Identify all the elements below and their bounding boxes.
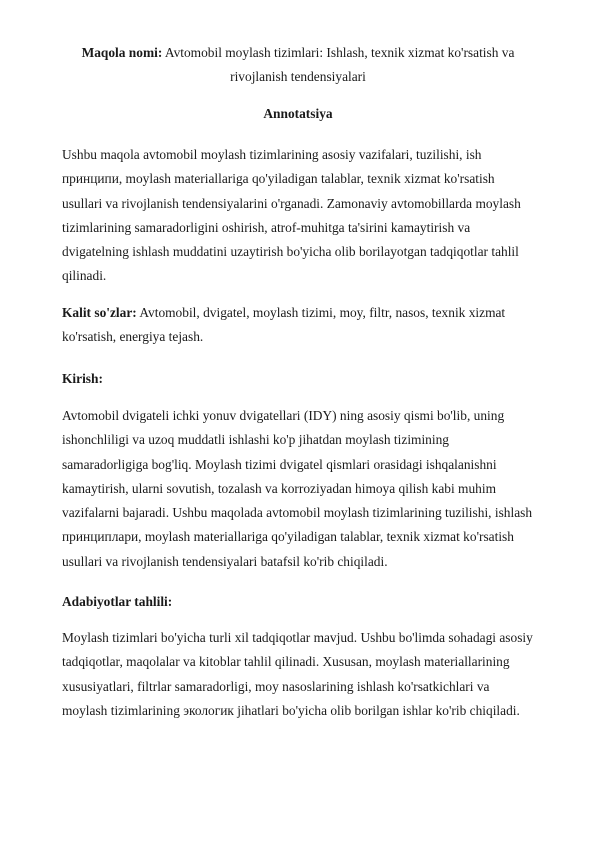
intro-heading: Kirish: [62, 371, 103, 386]
literature-body: Moylash tizimlari bo'yicha turli xil tadqiqotlar mavjud. Ushbu bo'limda sohadagi asosiy tadqiqotlar, maqolalar va kitoblar tahlil qilinadi. Xususan, moylash materiallarining xususiyatlari, filtrlar samaradorligi, moy nasoslarining ishlash ko'rsatkichlari va moylash tizimlarining экологик jihatlari bo'yicha olib borilgan ishlar ko'rib chiqiladi. [62, 630, 533, 718]
literature-heading: Adabiyotlar tahlili: [62, 594, 173, 609]
title-label: Maqola nomi: [81, 45, 163, 60]
annotation-body: Ushbu maqola avtomobil moylash tizimlarining asosiy vazifalari, tuzilishi, ish принципи, moylash materiallariga qo'yiladigan talablar, texnik xizmat ko'rsatish usullari va rivojlanish tendensiyalarini o'rganadi. Zamonaviy avtomobillarda moylash tizimlarining samaradorligini oshirish, atrof-muhitga ta'sirini kamaytirish va dvigatelning ishlash muddatini uzaytirish bo'yicha olib borilayotgan tadqiqotlar tahlil qilinadi. [62, 147, 521, 284]
intro-body: Avtomobil dvigateli ichki yonuv dvigatellari (IDY) ning asosiy qismi bo'lib, uning ishonchliligi va uzoq muddatli ishlashi ko'p jihatdan moylash tizimining samaradorligiga bog'liq. Moylash tizimi dvigatel qismlari orasidagi ishqalanishni kamaytirish, ularni sovutish, tozalash va korroziyadan himoya qilish kabi muhim vazifalarni bajaradi. Ushbu maqolada avtomobil moylash tizimlarining tuzilishi, ishlash принциплари, moylash materiallariga qo'yiladigan talablar, texnik xizmat ko'rsatish usullari va rivojlanish tendensiyalari batafsil ko'rib chiqiladi. [62, 408, 533, 569]
keywords-text: Avtomobil, dvigatel, moylash tizimi, moy, filtr, nasos, texnik xizmat ko'rsatish, energiya tejash. [62, 305, 506, 345]
annotation-heading: Annotatsiya [263, 106, 333, 121]
article-title [62, 41, 534, 89]
title-text: Avtomobil moylash tizimlari: Ishlash, texnik xizmat ko'rsatish va rivojlanish tendensiyalari [162, 45, 515, 84]
keywords-paragraph [62, 301, 534, 350]
keywords-label: Kalit so'zlar: [62, 305, 137, 320]
